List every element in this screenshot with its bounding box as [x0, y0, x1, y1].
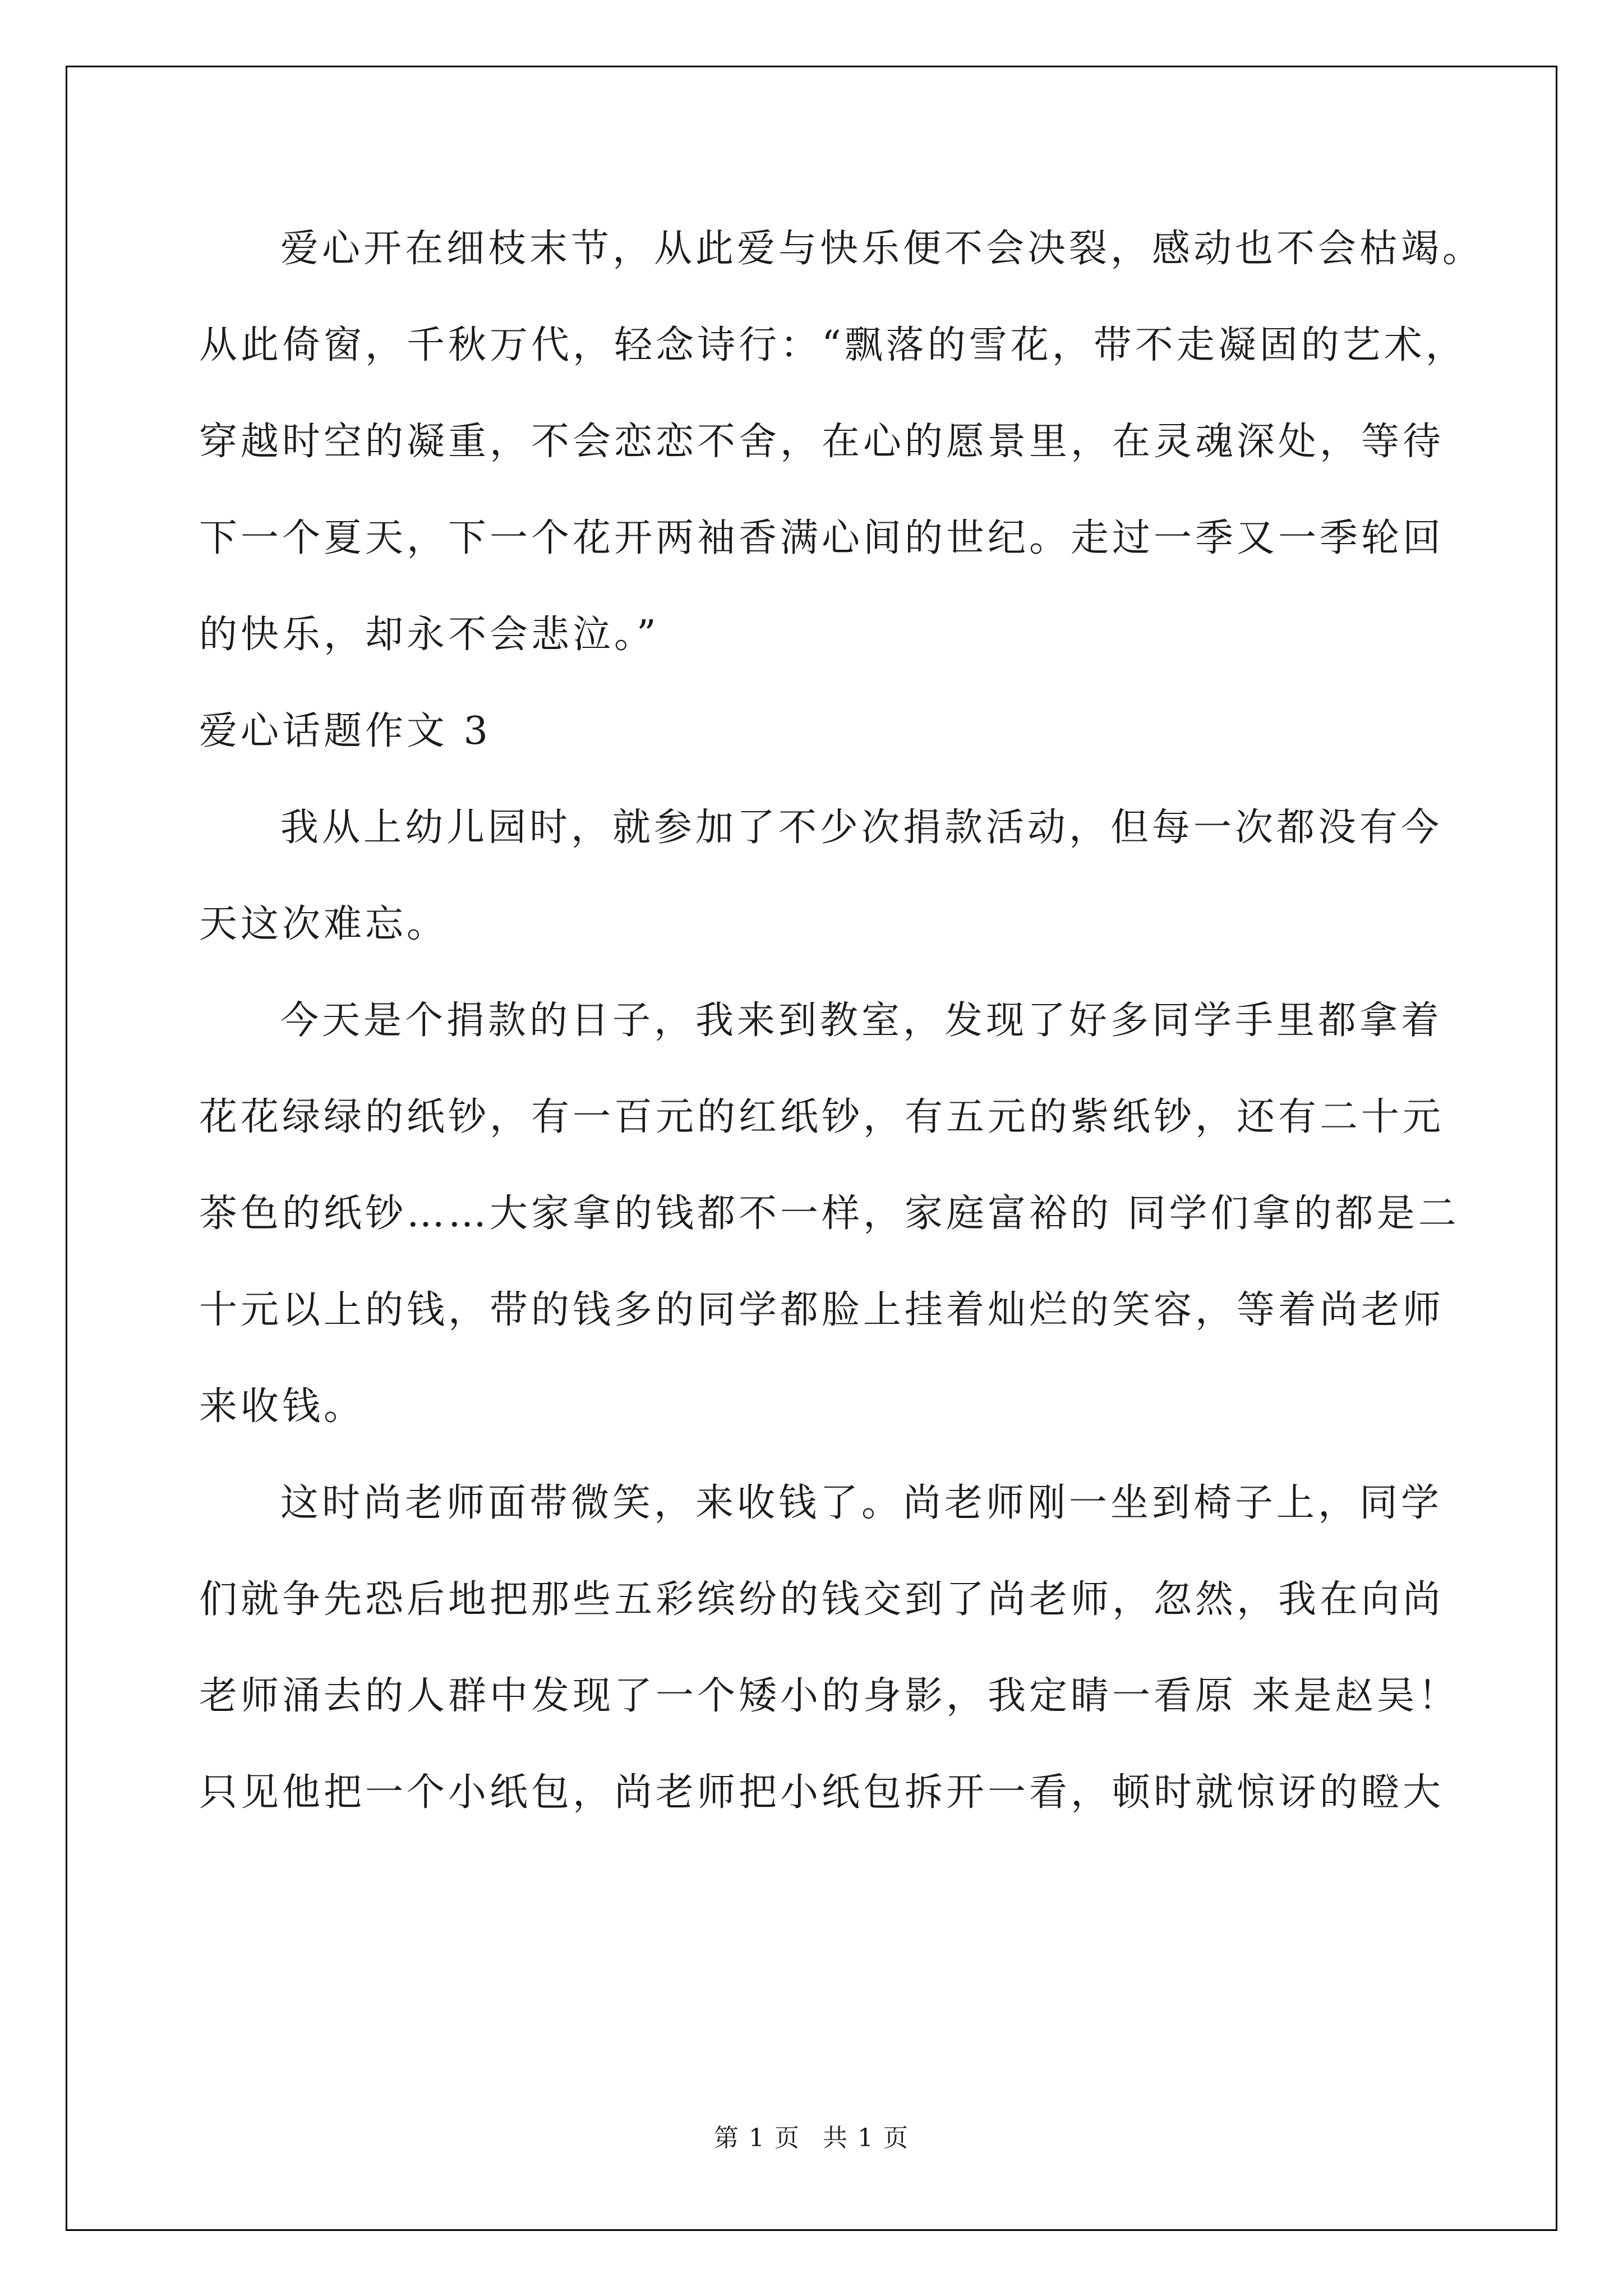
paragraph-line: 爱心开在细枝末节，从此爱与快乐便不会决裂，感动也不会枯竭。 [280, 227, 1484, 271]
section-heading: 爱心话题作文 3 [199, 709, 491, 753]
paragraph-line: 们就争先恐后地把那些五彩缤纷的钱交到了尚老师，忽然，我在向尚 [199, 1577, 1445, 1622]
paragraph-line: 茶色的纸钞……大家拿的钱都不一样，家庭富裕的 同学们拿的都是二 [199, 1191, 1460, 1236]
paragraph-line: 今天是个捐款的日子，我来到教室，发现了好多同学手里都拿着 [280, 999, 1443, 1043]
paragraph-line: 从此倚窗，千秋万代，轻念诗行：“飘落的雪花，带不走凝固的艺术， [199, 323, 1467, 367]
paragraph-line: 只见他把一个小纸包，尚老师把小纸包拆开一看，顿时就惊讶的瞪大 [199, 1770, 1445, 1815]
document-body [199, 201, 1484, 1841]
paragraph-line: 下一个夏天，下一个花开两袖香满心间的世纪。走过一季又一季轮回 [199, 516, 1445, 560]
paragraph-line: 天这次难忘。 [199, 902, 449, 946]
page-footer [0, 2118, 1623, 2154]
paragraph-line: 穿越时空的凝重，不会恋恋不舍，在心的愿景里，在灵魂深处，等待 [199, 420, 1445, 464]
paragraph-line: 来收钱。 [199, 1384, 366, 1429]
total-pages: 共 1 页 [823, 2124, 909, 2152]
paragraph-line: 老师涌去的人群中发现了一个矮小的身影，我定睛一看原 来是赵吴！ [199, 1674, 1460, 1718]
paragraph-line: 我从上幼儿园时，就参加了不少次捐款活动，但每一次都没有今 [280, 806, 1443, 850]
paragraph-line: 十元以上的钱，带的钱多的同学都脸上挂着灿烂的笑容，等着尚老师 [199, 1288, 1445, 1332]
paragraph-line: 的快乐，却永不会悲泣。” [199, 613, 660, 657]
paragraph-line: 这时尚老师面带微笑，来收钱了。尚老师刚一坐到椅子上，同学 [280, 1481, 1443, 1525]
paragraph-line: 花花绿绿的纸钞，有一百元的红纸钞，有五元的紫纸钞，还有二十元 [199, 1095, 1445, 1139]
current-page-number: 第 1 页 [714, 2124, 800, 2152]
